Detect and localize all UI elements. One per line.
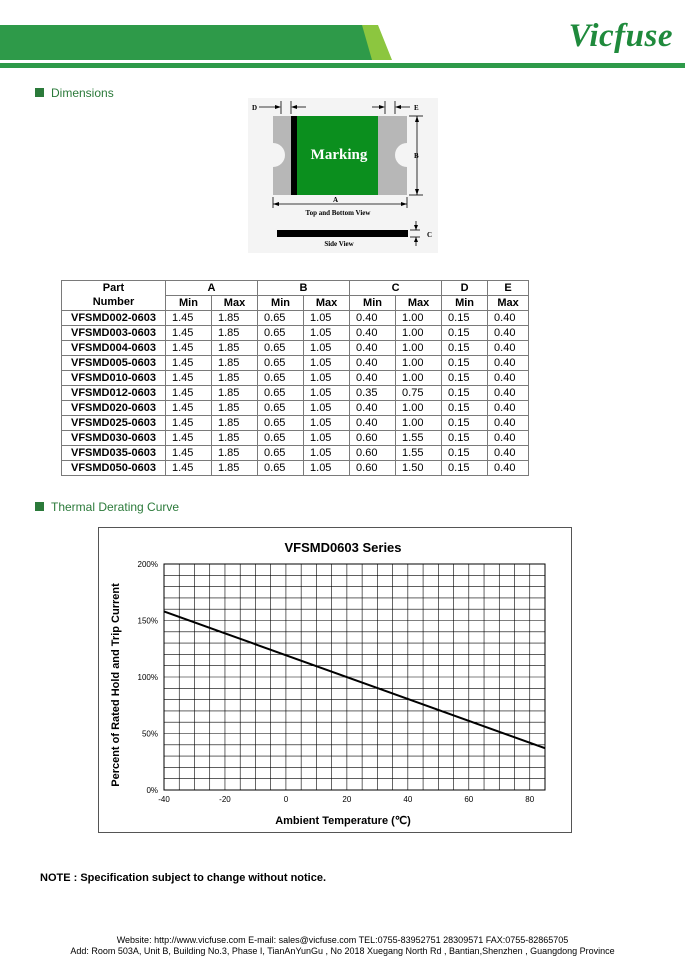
y-tick-label: 200% xyxy=(137,560,158,569)
dimension-value-cell: 1.45 xyxy=(166,371,212,386)
sub-header: Max xyxy=(212,296,258,311)
x-tick-label: 40 xyxy=(403,795,413,804)
dimension-value-cell: 1.05 xyxy=(304,341,350,356)
dimension-value-cell: 1.50 xyxy=(396,461,442,476)
table-row xyxy=(62,341,529,356)
table-row xyxy=(62,386,529,401)
dimension-diagram xyxy=(248,98,438,253)
sub-header: Max xyxy=(304,296,350,311)
dimension-value-cell: 1.55 xyxy=(396,446,442,461)
dimension-value-cell: 0.65 xyxy=(258,371,304,386)
marking-label: Marking xyxy=(310,147,368,163)
part-number-cell: VFSMD050-0603 xyxy=(62,461,166,476)
table-row xyxy=(62,401,529,416)
dimension-value-cell: 0.60 xyxy=(350,461,396,476)
table-row xyxy=(62,326,529,341)
dim-b-label: B xyxy=(414,152,419,160)
dimension-value-cell: 0.40 xyxy=(350,416,396,431)
section-bullet-icon xyxy=(35,88,44,97)
table-header-row-1 xyxy=(62,281,529,296)
group-header-b: B xyxy=(258,281,350,296)
part-number-cell: VFSMD005-0603 xyxy=(62,356,166,371)
x-tick-label: 20 xyxy=(342,795,352,804)
dim-d-label: D xyxy=(252,104,258,112)
section-bullet-icon xyxy=(35,502,44,511)
dimension-value-cell: 0.65 xyxy=(258,386,304,401)
dimension-value-cell: 1.85 xyxy=(212,386,258,401)
part-number-cell: VFSMD035-0603 xyxy=(62,446,166,461)
table-row xyxy=(62,431,529,446)
dimension-value-cell: 0.40 xyxy=(350,401,396,416)
dimension-value-cell: 1.05 xyxy=(304,416,350,431)
dimensions-table xyxy=(61,280,529,476)
dimension-value-cell: 0.40 xyxy=(488,416,529,431)
dim-c-label: C xyxy=(427,231,433,239)
dimension-value-cell: 1.45 xyxy=(166,356,212,371)
dimension-value-cell: 1.05 xyxy=(304,356,350,371)
part-number-cell: VFSMD020-0603 xyxy=(62,401,166,416)
dimension-value-cell: 0.65 xyxy=(258,431,304,446)
chart-x-axis-label: Ambient Temperature (℃) xyxy=(275,815,411,827)
sub-header: Min xyxy=(166,296,212,311)
dimension-value-cell: 0.15 xyxy=(442,431,488,446)
dimension-value-cell: 1.45 xyxy=(166,386,212,401)
part-number-cell: VFSMD012-0603 xyxy=(62,386,166,401)
dimension-value-cell: 1.85 xyxy=(212,356,258,371)
y-tick-label: 50% xyxy=(141,729,158,739)
thermal-derating-chart xyxy=(99,528,571,832)
dimension-value-cell: 1.00 xyxy=(396,356,442,371)
sub-header: Max xyxy=(396,296,442,311)
brand-logo: Vicfuse xyxy=(568,18,673,54)
dimension-value-cell: 0.40 xyxy=(350,356,396,371)
dimension-value-cell: 1.05 xyxy=(304,311,350,326)
part-number-cell: VFSMD010-0603 xyxy=(62,371,166,386)
group-header-e: E xyxy=(488,281,529,296)
dimension-value-cell: 0.15 xyxy=(442,416,488,431)
sub-header: Min xyxy=(442,296,488,311)
table-row xyxy=(62,371,529,386)
part-number-header: Number xyxy=(62,296,166,311)
footer-address: Add: Room 503A, Unit B, Building No.3, Phase I, TianAnYunGu , No 2018 Xuegang North Rd , Bantian,Shenzhen , Guangdong Province xyxy=(70,946,615,956)
section-dimensions xyxy=(35,86,114,100)
dimension-value-cell: 1.45 xyxy=(166,341,212,356)
part-number-cell: VFSMD025-0603 xyxy=(62,416,166,431)
table-row xyxy=(62,416,529,431)
note-text: NOTE : Specification subject to change without notice. xyxy=(40,872,327,884)
dimension-value-cell: 0.15 xyxy=(442,386,488,401)
sub-header: Max xyxy=(488,296,529,311)
dimension-value-cell: 1.45 xyxy=(166,431,212,446)
dimension-value-cell: 0.40 xyxy=(350,311,396,326)
table-row xyxy=(62,356,529,371)
part-number-cell: VFSMD003-0603 xyxy=(62,326,166,341)
chart-y-axis-label: Percent of Rated Hold and Trip Current xyxy=(110,583,122,787)
dimension-value-cell: 1.00 xyxy=(396,401,442,416)
chart-grid xyxy=(164,564,545,790)
dimension-value-cell: 1.00 xyxy=(396,371,442,386)
dimension-value-cell: 1.00 xyxy=(396,311,442,326)
dimension-value-cell: 0.15 xyxy=(442,461,488,476)
dimension-value-cell: 1.05 xyxy=(304,446,350,461)
section-dimensions-title: Dimensions xyxy=(51,86,114,100)
dimension-value-cell: 0.15 xyxy=(442,446,488,461)
group-header-a: A xyxy=(166,281,258,296)
dimension-value-cell: 0.40 xyxy=(488,341,529,356)
part-header: Part xyxy=(62,281,166,296)
dimension-value-cell: 0.35 xyxy=(350,386,396,401)
dimension-value-cell: 0.15 xyxy=(442,311,488,326)
table-row xyxy=(62,311,529,326)
dimension-value-cell: 0.40 xyxy=(350,326,396,341)
dimension-value-cell: 0.40 xyxy=(488,356,529,371)
x-tick-label: 80 xyxy=(525,795,535,804)
dimension-value-cell: 1.45 xyxy=(166,401,212,416)
part-number-cell: VFSMD030-0603 xyxy=(62,431,166,446)
y-tick-label: 150% xyxy=(137,616,158,626)
sub-header: Min xyxy=(350,296,396,311)
dimension-value-cell: 0.15 xyxy=(442,401,488,416)
group-header-c: C xyxy=(350,281,442,296)
dimension-value-cell: 1.45 xyxy=(166,326,212,341)
dimension-value-cell: 0.40 xyxy=(488,446,529,461)
dimension-value-cell: 1.05 xyxy=(304,461,350,476)
side-view-caption: Side View xyxy=(324,240,354,248)
dimension-value-cell: 0.40 xyxy=(488,386,529,401)
group-header-d: D xyxy=(442,281,488,296)
part-number-cell: VFSMD004-0603 xyxy=(62,341,166,356)
x-tick-label: -40 xyxy=(158,795,170,804)
y-tick-label: 100% xyxy=(137,673,158,682)
dimension-value-cell: 0.65 xyxy=(258,461,304,476)
dimension-value-cell: 0.65 xyxy=(258,416,304,431)
dimension-value-cell: 0.65 xyxy=(258,356,304,371)
dimension-value-cell: 0.40 xyxy=(350,341,396,356)
dimension-value-cell: 0.40 xyxy=(488,371,529,386)
polarity-band xyxy=(291,116,297,195)
dimension-value-cell: 1.05 xyxy=(304,326,350,341)
dimension-value-cell: 0.60 xyxy=(350,431,396,446)
dimension-value-cell: 1.85 xyxy=(212,431,258,446)
dimension-value-cell: 0.40 xyxy=(488,461,529,476)
dimension-value-cell: 1.05 xyxy=(304,431,350,446)
dimension-value-cell: 1.00 xyxy=(396,341,442,356)
y-tick-label: 0% xyxy=(146,786,158,795)
dimension-value-cell: 0.15 xyxy=(442,341,488,356)
dimension-value-cell: 0.65 xyxy=(258,401,304,416)
x-tick-label: 60 xyxy=(464,795,474,804)
dimension-value-cell: 1.45 xyxy=(166,461,212,476)
dimension-value-cell: 1.85 xyxy=(212,416,258,431)
side-view-body xyxy=(277,230,408,237)
dimension-value-cell: 0.40 xyxy=(488,326,529,341)
top-view-caption: Top and Bottom View xyxy=(305,209,371,217)
table-header-row-2 xyxy=(62,296,529,311)
table-row xyxy=(62,461,529,476)
section-thermal xyxy=(35,500,179,514)
dimension-value-cell: 1.85 xyxy=(212,341,258,356)
dimension-value-cell: 0.65 xyxy=(258,341,304,356)
table-row xyxy=(62,446,529,461)
footer-contact: Website: http://www.vicfuse.com E-mail: sales@vicfuse.com TEL:0755-83952751 28309571 FAX:0755-82865705 xyxy=(116,935,569,945)
section-thermal-title: Thermal Derating Curve xyxy=(51,500,180,514)
dimension-value-cell: 0.15 xyxy=(442,371,488,386)
dimension-value-cell: 0.65 xyxy=(258,446,304,461)
dimension-value-cell: 1.05 xyxy=(304,401,350,416)
dimension-value-cell: 0.15 xyxy=(442,326,488,341)
chart-frame xyxy=(98,527,572,833)
dimension-value-cell: 0.75 xyxy=(396,386,442,401)
dimension-value-cell: 0.15 xyxy=(442,356,488,371)
dimension-value-cell: 1.45 xyxy=(166,446,212,461)
x-tick-label: -20 xyxy=(219,795,231,804)
dimension-value-cell: 1.05 xyxy=(304,386,350,401)
sub-header: Min xyxy=(258,296,304,311)
dimension-value-cell: 1.45 xyxy=(166,311,212,326)
dimension-value-cell: 1.85 xyxy=(212,446,258,461)
dimension-value-cell: 1.00 xyxy=(396,326,442,341)
dimension-value-cell: 1.55 xyxy=(396,431,442,446)
dimension-value-cell: 1.85 xyxy=(212,326,258,341)
dimension-value-cell: 0.40 xyxy=(488,311,529,326)
dim-e-label: E xyxy=(414,104,419,112)
dimension-value-cell: 0.40 xyxy=(350,371,396,386)
part-number-cell: VFSMD002-0603 xyxy=(62,311,166,326)
chart-title: VFSMD0603 Series xyxy=(284,540,402,555)
dimension-value-cell: 0.65 xyxy=(258,311,304,326)
dimension-value-cell: 1.85 xyxy=(212,401,258,416)
dimension-value-cell: 0.40 xyxy=(488,431,529,446)
dimension-value-cell: 1.85 xyxy=(212,371,258,386)
dim-a-label: A xyxy=(333,196,339,204)
dimension-value-cell: 1.45 xyxy=(166,416,212,431)
dimension-value-cell: 1.85 xyxy=(212,311,258,326)
x-tick-label: 0 xyxy=(283,795,289,804)
dimension-value-cell: 0.60 xyxy=(350,446,396,461)
dimension-value-cell: 1.85 xyxy=(212,461,258,476)
dimension-value-cell: 0.40 xyxy=(488,401,529,416)
dimension-value-cell: 1.05 xyxy=(304,371,350,386)
dimension-value-cell: 1.00 xyxy=(396,416,442,431)
dimension-value-cell: 0.65 xyxy=(258,326,304,341)
